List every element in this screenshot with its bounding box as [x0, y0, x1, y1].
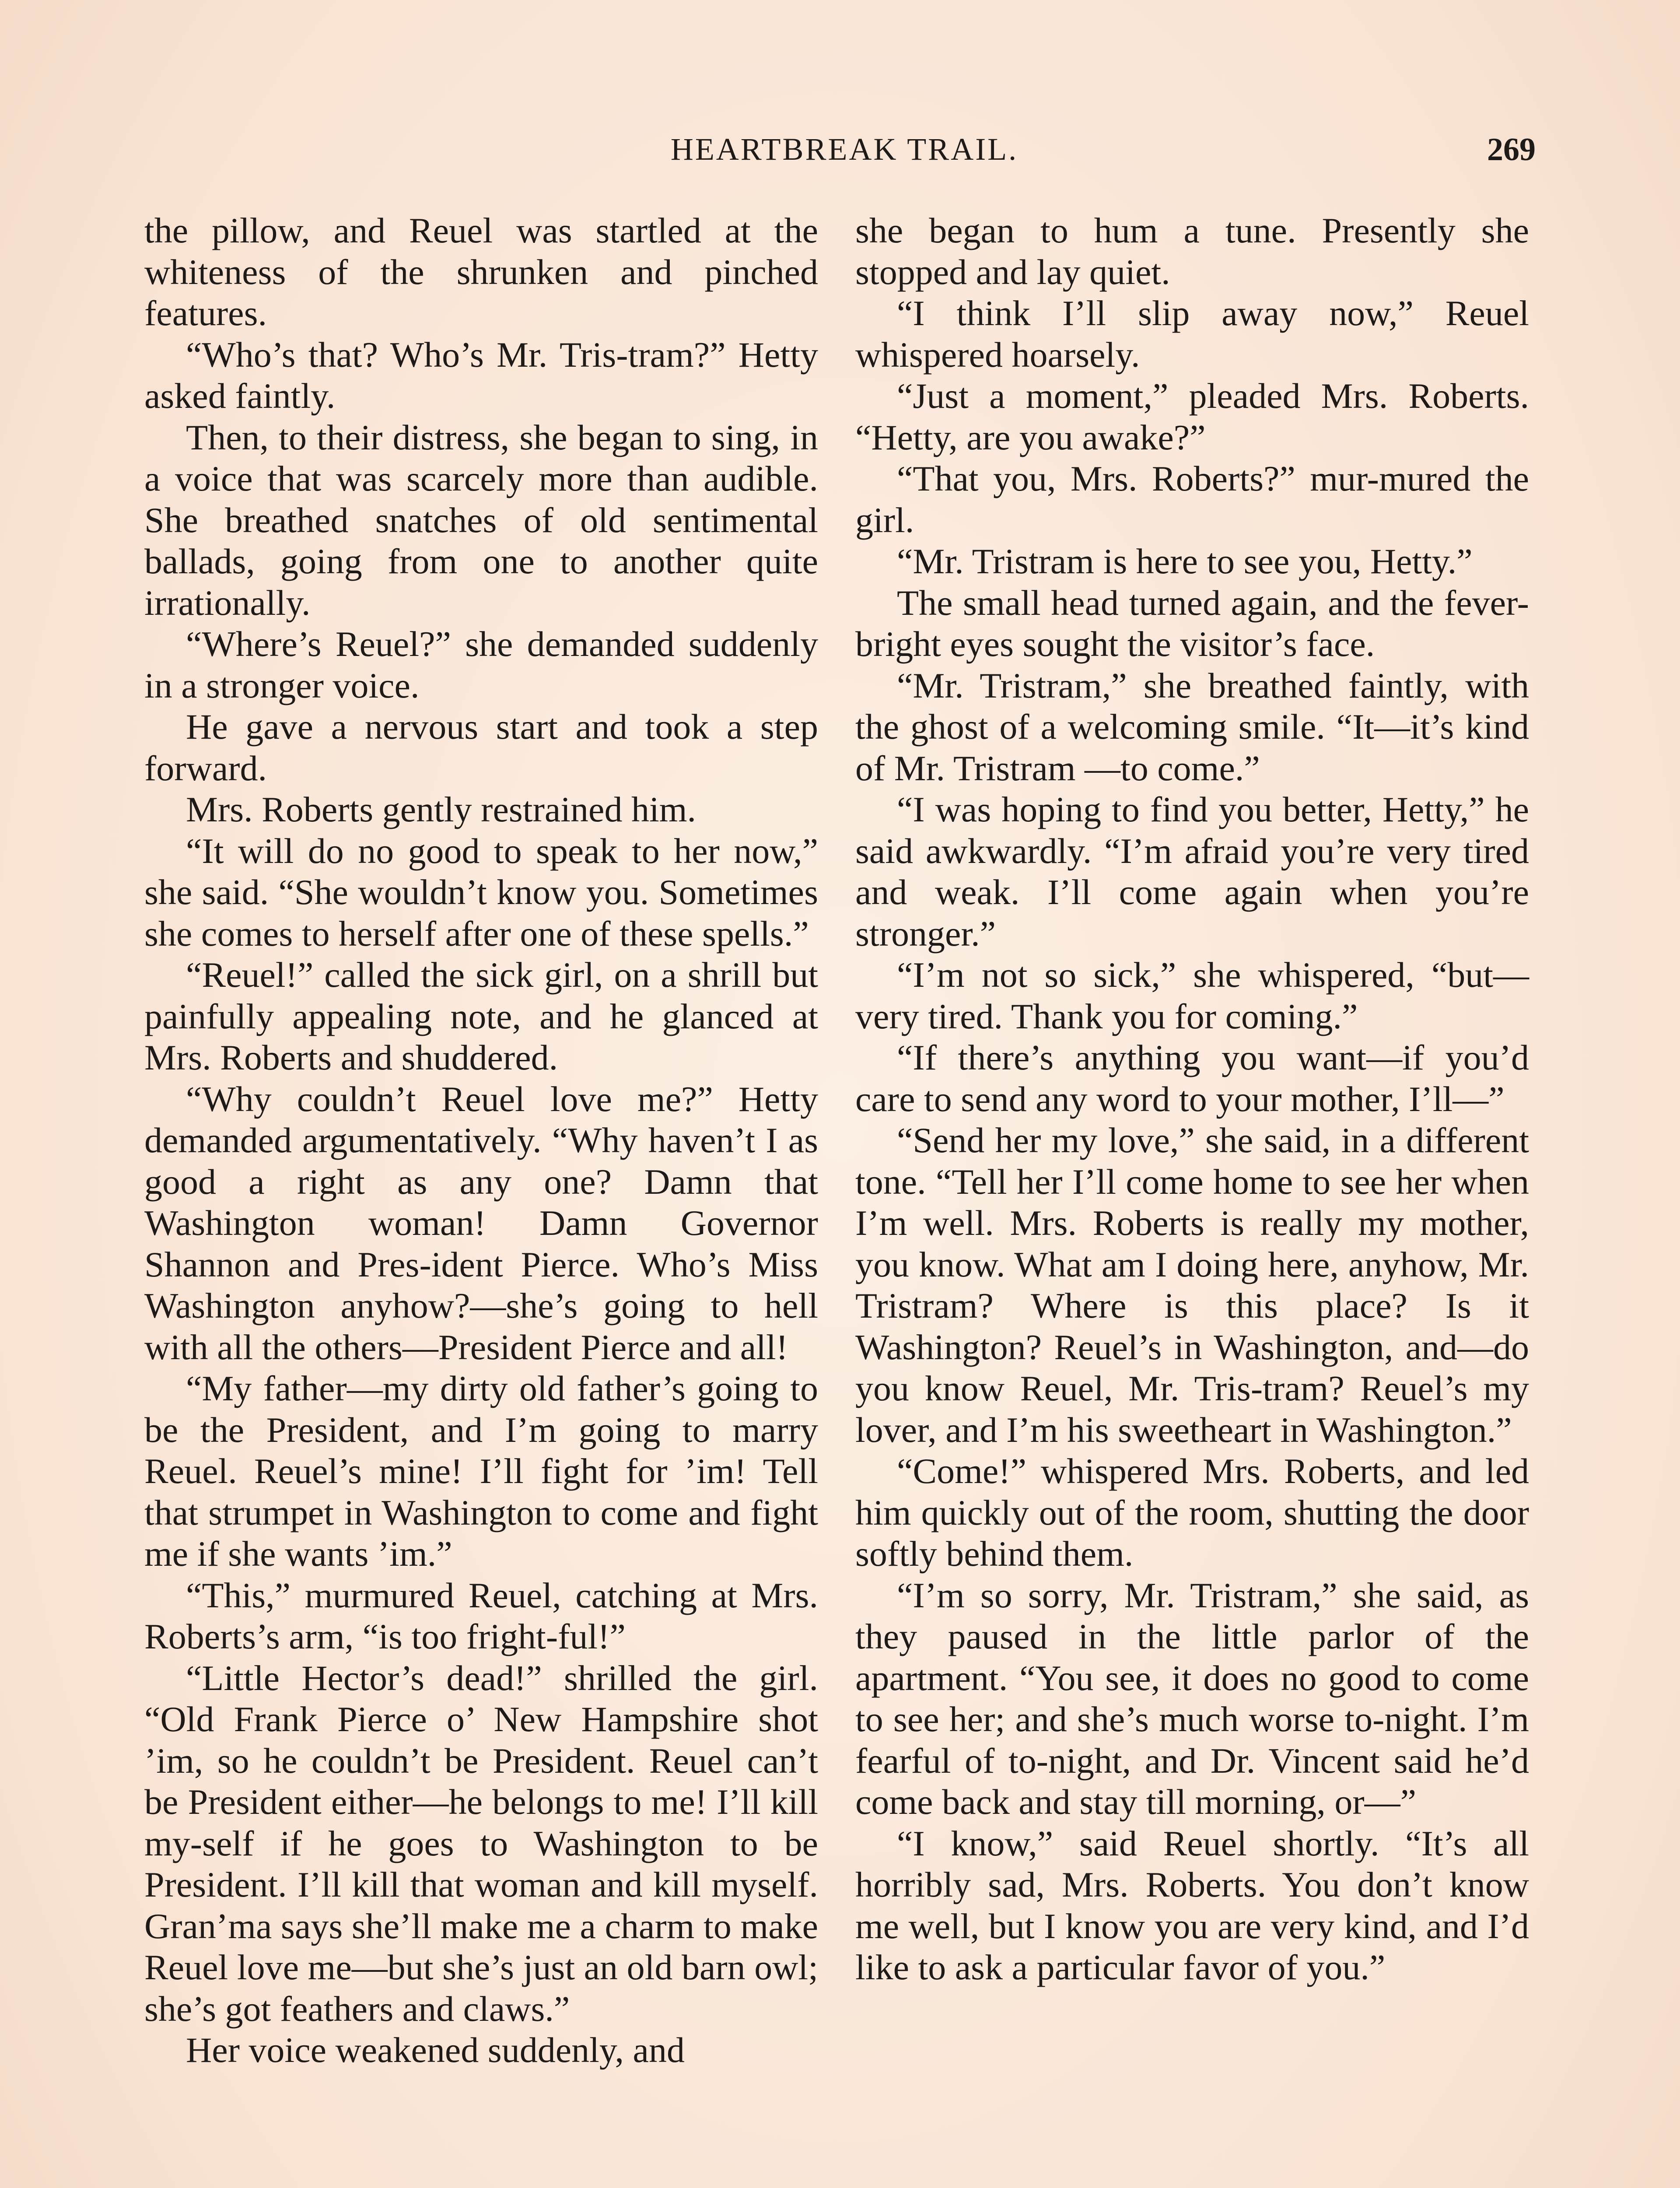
- paragraph: “I think I’ll slip away now,” Reuel whispered hoarsely.: [855, 293, 1529, 375]
- paragraph: “Just a moment,” pleaded Mrs. Roberts. “Hetty, are you awake?”: [855, 376, 1529, 457]
- paragraph: “Where’s Reuel?” she demanded suddenly in a stronger voice.: [144, 624, 818, 705]
- paragraph: “I’m not so sick,” she whispered, “but—very tired. Thank you for coming.”: [855, 955, 1529, 1036]
- left-column: [144, 210, 818, 2071]
- paragraph: “It will do no good to speak to her now,” she said. “She wouldn’t know you. Sometimes she comes to herself after one of these spells.”: [144, 831, 818, 954]
- paragraph: “Mr. Tristram,” she breathed faintly, with the ghost of a welcoming smile. “It—it’s kind of Mr. Tristram —to come.”: [855, 665, 1529, 788]
- right-column: [855, 210, 1529, 1988]
- paragraph: “Send her my love,” she said, in a different tone. “Tell her I’ll come home to see her when I’m well. Mrs. Roberts is really my mother, you know. What am I doing here, anyhow, Mr. Tristram? Where is this place? Is it Washington? Reuel’s in Washington, and—do you know Reuel, Mr. Tris-tram? Reuel’s my lover, and I’m his sweetheart in Washington.”: [855, 1120, 1529, 1450]
- running-title: HEARTBREAK TRAIL.: [670, 132, 1018, 167]
- paragraph: “I was hoping to find you better, Hetty,” he said awkwardly. “I’m afraid you’re very tired and weak. I’ll come again when you’re stronger.”: [855, 789, 1529, 954]
- paragraph: “If there’s anything you want—if you’d care to send any word to your mother, I’ll—”: [855, 1038, 1529, 1119]
- paragraph: The small head turned again, and the fever-bright eyes sought the visitor’s face.: [855, 582, 1529, 664]
- paragraph: “This,” murmured Reuel, catching at Mrs. Roberts’s arm, “is too fright-ful!”: [144, 1575, 818, 1656]
- paragraph: “I’m so sorry, Mr. Tristram,” she said, as they paused in the little parlor of the apartment. “You see, it does no good to come to see her; and she’s much worse to-night. I’m fearful of to-night, and Dr. Vincent said he’d come back and stay till morning, or—”: [855, 1575, 1529, 1822]
- paragraph: “I know,” said Reuel shortly. “It’s all horribly sad, Mrs. Roberts. You don’t know me well, but I know you are very kind, and I’d like to ask a particular favor of you.”: [855, 1823, 1529, 1987]
- paragraph: “Who’s that? Who’s Mr. Tris-tram?” Hetty asked faintly.: [144, 334, 818, 416]
- paragraph: Mrs. Roberts gently restrained him.: [186, 789, 696, 829]
- paragraph: “Why couldn’t Reuel love me?” Hetty demanded argumentatively. “Why haven’t I as good a right as any one? Damn that Washington woman! Damn Governor Shannon and Pres-ident Pierce. Who’s Miss Washington anyhow?—she’s going to hell with all the others—President Pierce and all!: [144, 1079, 818, 1367]
- page-header: [144, 131, 1544, 179]
- paragraph: Her voice weakened suddenly, and: [186, 2030, 685, 2070]
- paragraph: “Little Hector’s dead!” shrilled the girl. “Old Frank Pierce o’ New Hampshire shot ’im, so he couldn’t be President. Reuel can’t be President either—he belongs to me! I’ll kill my-self if he goes to Washington to be President. I’ll kill that woman and kill myself. Gran’ma says she’ll make me a charm to make Reuel love me—but she’s just an old barn owl; she’s got feathers and claws.”: [144, 1658, 818, 2029]
- paragraph: He gave a nervous start and took a step forward.: [144, 707, 818, 788]
- paragraph: “That you, Mrs. Roberts?” mur-mured the girl.: [855, 459, 1529, 540]
- paragraph: “Reuel!” called the sick girl, on a shrill but painfully appealing note, and he glanced at Mrs. Roberts and shuddered.: [144, 955, 818, 1077]
- paragraph: she began to hum a tune. Presently she stopped and lay quiet.: [855, 210, 1529, 292]
- paragraph: “My father—my dirty old father’s going to be the President, and I’m going to marry Reuel. Reuel’s mine! I’ll fight for ’im! Tell that strumpet in Washington to come and fight me if she wants ’im.”: [144, 1368, 818, 1574]
- page-number: 269: [1487, 132, 1536, 168]
- paragraph: the pillow, and Reuel was startled at the whiteness of the shrunken and pinched features.: [144, 210, 818, 333]
- paragraph: “Come!” whispered Mrs. Roberts, and led him quickly out of the room, shutting the door softly behind them.: [855, 1451, 1529, 1574]
- paragraph: Then, to their distress, she began to sing, in a voice that was scarcely more than audible. She breathed snatches of old sentimental ballads, going from one to another quite irrationally.: [144, 417, 818, 623]
- paragraph: “Mr. Tristram is here to see you, Hetty.”: [897, 541, 1473, 581]
